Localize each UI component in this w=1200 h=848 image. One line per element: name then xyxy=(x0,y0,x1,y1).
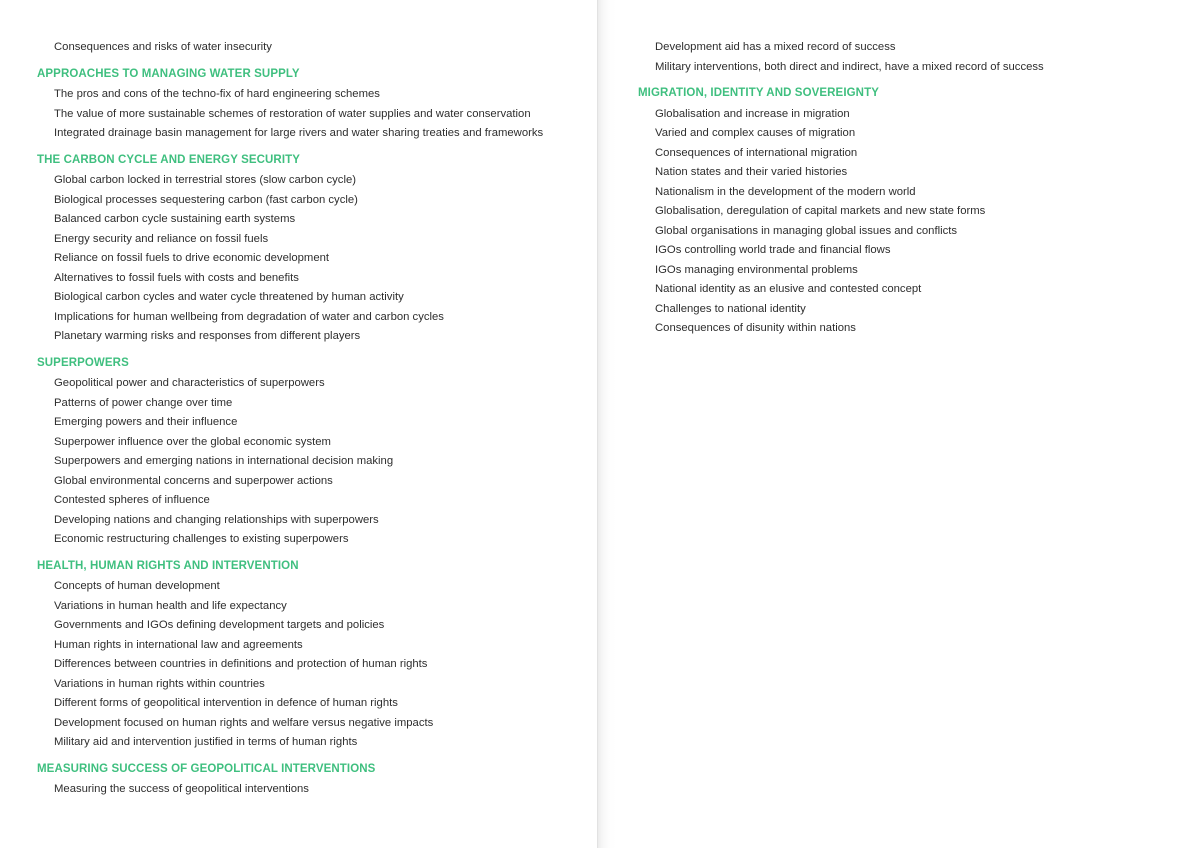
list-item: Developing nations and changing relationships with superpowers xyxy=(54,513,379,526)
list-item: Measuring the success of geopolitical interventions xyxy=(54,783,309,795)
list-item: Emerging powers and their influence xyxy=(54,416,238,428)
list-item: Nation states and their varied histories xyxy=(655,166,848,178)
right-lead-list xyxy=(638,38,1200,77)
list-item: Planetary warming risks and responses from different players xyxy=(54,330,361,342)
list-item: Military interventions, both direct and indirect, have a mixed record of success xyxy=(655,60,1044,73)
list-item: Economic restructuring challenges to existing superpowers xyxy=(54,533,349,545)
list-item: Varied and complex causes of migration xyxy=(655,127,856,139)
list-item: The pros and cons of the techno-fix of hard engineering schemes xyxy=(54,88,380,100)
list-item: Differences between countries in definitions and protection of human rights xyxy=(54,658,428,670)
list-item: Integrated drainage basin management for large rivers and water sharing treaties and frameworks xyxy=(54,127,544,139)
section-heading: MIGRATION, IDENTITY AND SOVEREIGNTY xyxy=(638,87,879,99)
list-item: Human rights in international law and agreements xyxy=(54,638,303,651)
list-item: Contested spheres of influence xyxy=(54,494,210,506)
right-page xyxy=(598,0,1200,848)
list-item: Balanced carbon cycle sustaining earth systems xyxy=(54,213,296,225)
section-heading: HEALTH, HUMAN RIGHTS AND INTERVENTION xyxy=(37,559,299,572)
section-heading: SUPERPOWERS xyxy=(37,356,129,369)
list-item: Geopolitical power and characteristics of superpowers xyxy=(54,377,325,389)
list-item: Variations in human rights within countries xyxy=(54,677,265,690)
list-item: Energy security and reliance on fossil fuels xyxy=(54,232,269,245)
section-approaches-water-supply xyxy=(37,65,598,144)
list-item: Consequences of international migration xyxy=(655,146,858,159)
list-item: Alternatives to fossil fuels with costs and benefits xyxy=(54,271,299,284)
list-item: Consequences and risks of water insecurity xyxy=(54,41,272,53)
section-health-human-rights xyxy=(37,557,598,753)
list-item: The value of more sustainable schemes of restoration of water supplies and water conservation xyxy=(54,107,531,120)
section-list xyxy=(37,85,598,144)
section-list xyxy=(37,577,598,753)
list-item: Development aid has a mixed record of success xyxy=(655,41,896,53)
section-migration-identity xyxy=(638,84,1200,339)
section-list xyxy=(37,780,598,800)
list-item: Governments and IGOs defining development targets and policies xyxy=(54,619,385,631)
list-item: Globalisation and increase in migration xyxy=(655,107,850,120)
section-measuring-success xyxy=(37,760,598,800)
list-item: National identity as an elusive and contested concept xyxy=(655,283,922,295)
list-item: Development focused on human rights and welfare versus negative impacts xyxy=(54,716,434,729)
list-item: Different forms of geopolitical intervention in defence of human rights xyxy=(54,697,398,709)
section-heading: MEASURING SUCCESS OF GEOPOLITICAL INTERVENTIONS xyxy=(37,762,376,775)
list-item: Nationalism in the development of the modern world xyxy=(655,185,916,198)
list-item: Reliance on fossil fuels to drive economic development xyxy=(54,252,330,264)
list-item: Superpower influence over the global economic system xyxy=(54,435,331,448)
list-item: Global carbon locked in terrestrial stores (slow carbon cycle) xyxy=(54,174,356,186)
section-list xyxy=(638,105,1200,339)
list-item: Biological processes sequestering carbon (fast carbon cycle) xyxy=(54,193,358,206)
list-item: Biological carbon cycles and water cycle threatened by human activity xyxy=(54,291,404,303)
list-item: Superpowers and emerging nations in international decision making xyxy=(54,455,394,467)
list-item: Military aid and intervention justified in terms of human rights xyxy=(54,736,358,748)
list-item: Concepts of human development xyxy=(54,580,220,592)
section-list xyxy=(37,374,598,550)
list-item: IGOs managing environmental problems xyxy=(655,263,858,276)
list-item: Global environmental concerns and superpower actions xyxy=(54,474,333,487)
section-superpowers xyxy=(37,354,598,550)
list-item: Implications for human wellbeing from degradation of water and carbon cycles xyxy=(54,310,444,323)
list-item: Patterns of power change over time xyxy=(54,396,233,409)
section-heading: THE CARBON CYCLE AND ENERGY SECURITY xyxy=(37,153,301,166)
list-item: Globalisation, deregulation of capital markets and new state forms xyxy=(655,205,986,217)
section-carbon-cycle xyxy=(37,151,598,347)
list-item: Consequences of disunity within nations xyxy=(655,322,856,334)
left-page xyxy=(0,0,598,848)
list-item: Challenges to national identity xyxy=(655,302,806,315)
left-lead-list xyxy=(37,38,598,58)
list-item: IGOs controlling world trade and financial flows xyxy=(655,244,891,256)
list-item: Variations in human health and life expectancy xyxy=(54,599,287,612)
section-heading: APPROACHES TO MANAGING WATER SUPPLY xyxy=(37,67,300,80)
list-item: Global organisations in managing global issues and conflicts xyxy=(655,224,958,237)
section-list xyxy=(37,171,598,347)
